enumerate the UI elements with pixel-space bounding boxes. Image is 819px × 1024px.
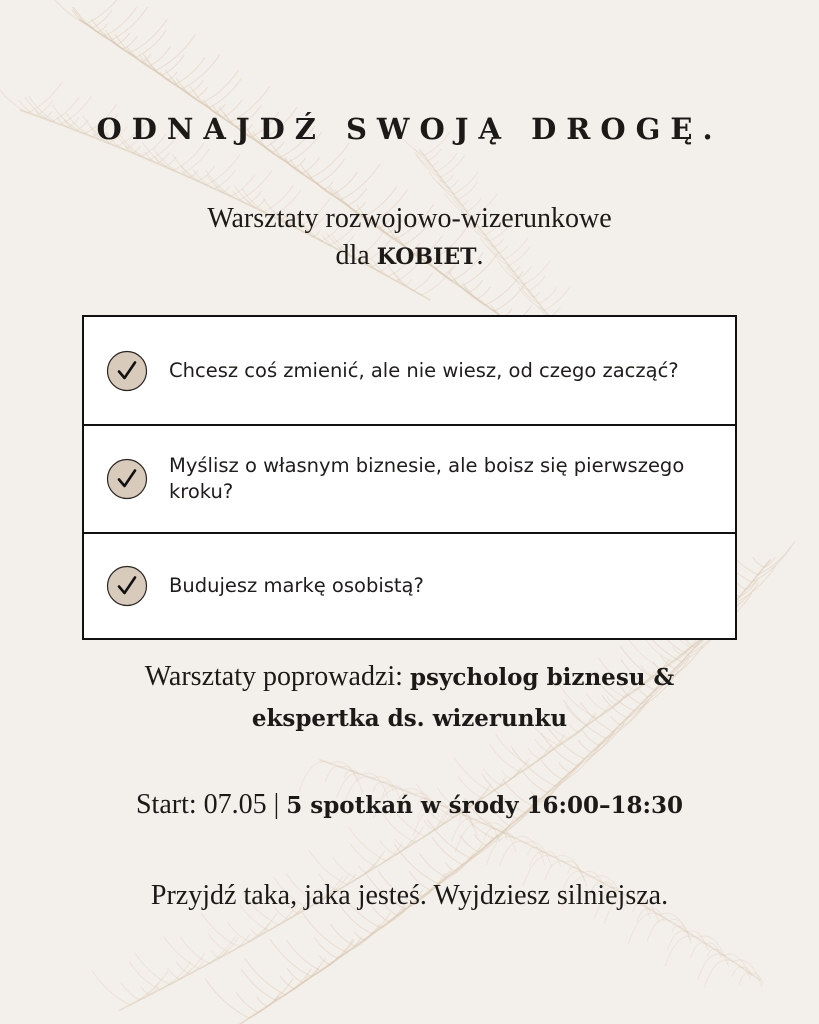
check-icon: [106, 458, 148, 500]
schedule-start: Start: 07.05 |: [135, 789, 287, 820]
subtitle-prefix: dla: [335, 240, 377, 271]
checklist: [82, 315, 737, 640]
host-prefix: Warsztaty poprowadzi:: [144, 661, 410, 692]
subtitle-emphasis: KOBIET: [376, 244, 477, 270]
subtitle: [0, 200, 819, 276]
check-icon: [106, 565, 148, 607]
checklist-item: [84, 317, 735, 424]
checklist-item: [84, 424, 735, 532]
subtitle-suffix: .: [476, 240, 484, 271]
subtitle-line1: Warsztaty rozwojowo-wizerunkowe: [207, 203, 612, 234]
check-icon: [106, 350, 148, 392]
checklist-item-text: Myślisz o własnym biznesie, ale boisz się pierwszego kroku?: [169, 454, 685, 503]
host-role-1: psycholog biznesu &: [409, 664, 675, 691]
checklist-item-text: Chcesz coś zmienić, ale nie wiesz, od czego zacząć?: [169, 358, 679, 382]
schedule-details: 5 spotkań w środy 16:00–18:30: [286, 792, 684, 819]
host-line2: [0, 698, 819, 739]
checklist-item-text: Budujesz markę osobistą?: [169, 574, 424, 597]
checklist-item: [84, 532, 735, 638]
closing-tagline: Przyjdź taka, jaka jesteś. Wyjdziesz silniejsza.: [150, 880, 669, 911]
host-info: [0, 657, 819, 739]
page-title: ODNAJDŹ SWOJĄ DROGĘ.: [96, 112, 723, 146]
subtitle-line2: [0, 237, 819, 276]
schedule-info: [0, 787, 819, 824]
host-line1: [0, 657, 819, 698]
host-role-2: ekspertka ds. wizerunku: [251, 705, 568, 732]
